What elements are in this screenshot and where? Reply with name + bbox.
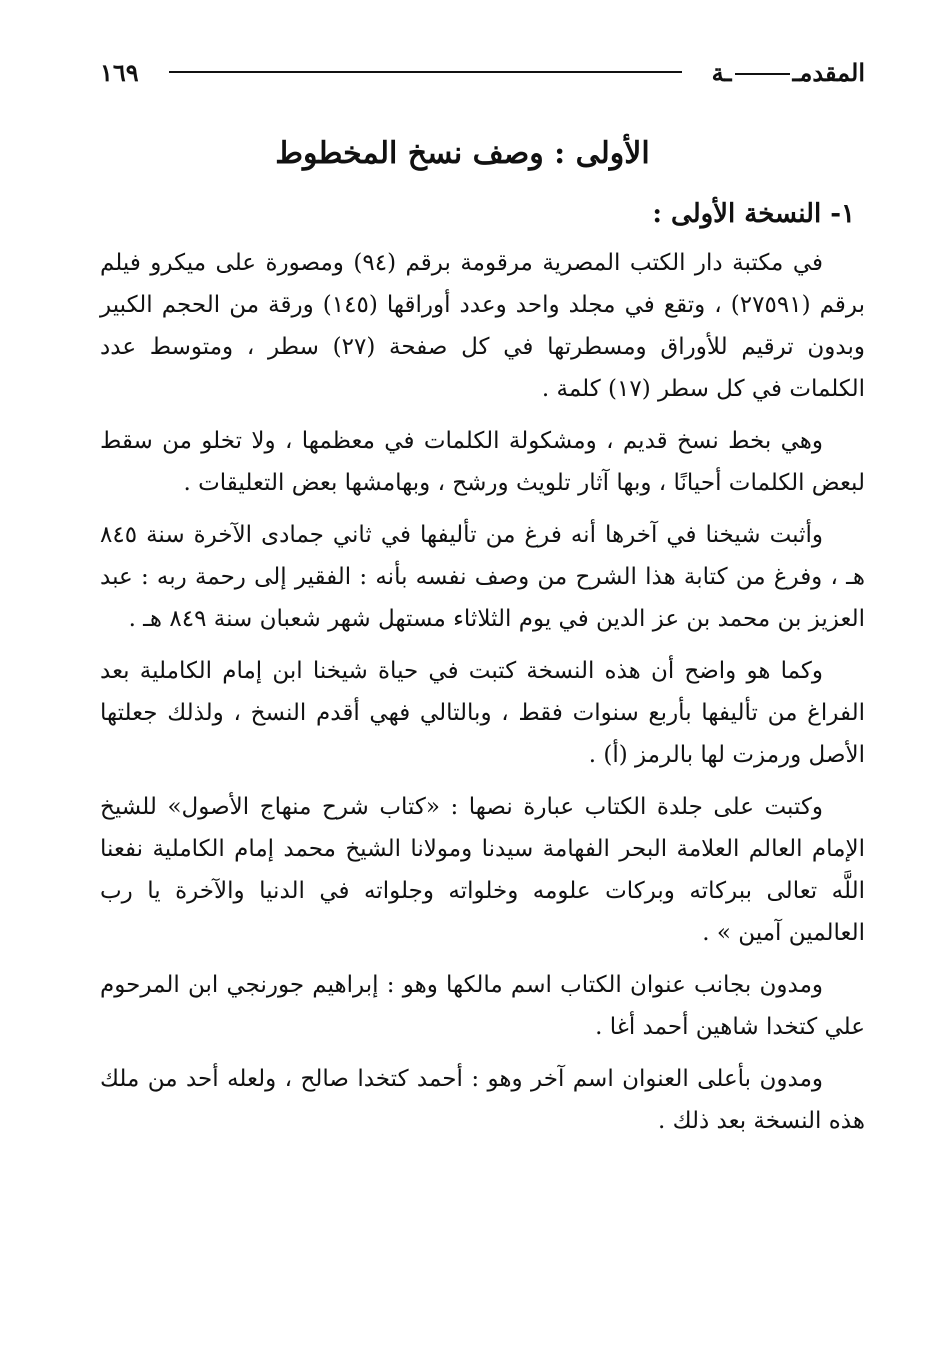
title-tatweel-line (735, 73, 790, 75)
running-header (100, 52, 865, 92)
paragraph-1: في مكتبة دار الكتب المصرية مرقومة برقم (٩٤) ومصورة على ميكرو فيلم برقم (٢٧٥٩١) ، وتقع في مجلد واحد وعدد أوراقها (١٤٥) ورقة من الحجم الكبير وبدون ترقيم للأوراق ومسطرتها في كل صفحة (٢٧) سطر ، ومتوسط عدد الكلمات في كل سطر (١٧) كلمة . (100, 250, 866, 402)
section-title: الأولى : وصف نسخ المخطوط (275, 136, 650, 171)
paragraph-3: وأثبت شيخنا في آخرها أنه فرغ من تأليفها في ثاني جمادى الآخرة سنة ٨٤٥ هـ ، وفرغ من كتابة هذا الشرح من وصف نفسه بأنه : الفقير إلى رحمة ربه : عبد العزيز بن محمد بن عز الدين في يوم الثلاثاء مستهل شهر شعبان سنة ٨٤٩ هـ . (100, 522, 865, 632)
paragraph-7: ومدون بأعلى العنوان اسم آخر وهو : أحمد كتخدا صالح ، ولعله أحد من ملك هذه النسخة بعد ذلك . (100, 1066, 865, 1134)
paragraph-2: وهي بخط نسخ قديم ، ومشكولة الكلمات في معظمها ، ولا تخلو من سقط لبعض الكلمات أحيانًا ، وبها آثار تلويث ورشح ، وبهامشها بعض التعليقات . (100, 428, 865, 496)
page-body (100, 130, 865, 1152)
subsection-title: ١- النسخة الأولى : (652, 199, 855, 229)
paragraph-6: ومدون بجانب عنوان الكتاب اسم مالكها وهو : إبراهيم جورنجي ابن المرحوم علي كتخدا شاهين أحمد أغا . (100, 972, 865, 1040)
page-number: ١٦٩ (100, 57, 139, 87)
running-title: المقدمــة (711, 57, 865, 87)
header-rule (169, 71, 682, 73)
paragraph-5: وكتبت على جلدة الكتاب عبارة نصها : «كتاب شرح منهاج الأصول» للشيخ الإمام العالم العلامة البحر الفهامة سيدنا ومولانا الشيخ محمد إمام الكاملية نفعنا اللَّه تعالى ببركاته وبركات علومه وخلواته وجلواته في الدنيا والآخرة يا رب العالمين آمين » . (100, 794, 865, 946)
paragraph-4: وكما هو واضح أن هذه النسخة كتبت في حياة شيخنا ابن إمام الكاملية بعد الفراغ من تأليفها بأربع سنوات فقط ، وبالتالي فهي أقدم النسخ ، ولذلك جعلتها الأصل ورمزت لها بالرمز (أ) . (100, 658, 865, 768)
